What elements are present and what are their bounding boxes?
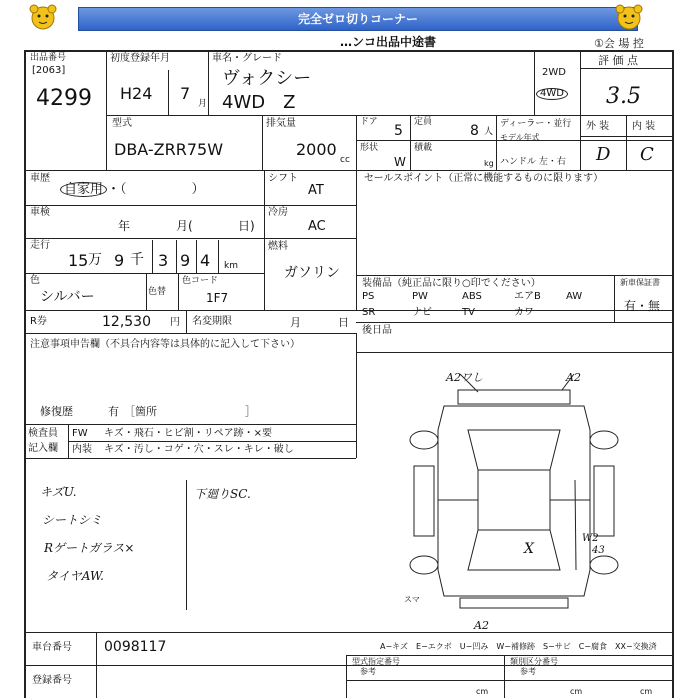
drive-2wd: 2WD	[542, 67, 566, 78]
equipment-item: ナビ	[412, 307, 432, 318]
lot-number: 4299	[36, 86, 92, 111]
chassis-value: 0098117	[104, 639, 167, 655]
capacity-label: 定員	[414, 117, 433, 127]
diagram-mark-w2: W2	[582, 533, 599, 544]
color-label: 色	[30, 275, 40, 286]
cert-label-1: 型式指定番号	[352, 657, 400, 666]
damage-legend: A−キズ E−エクボ U−凹み W−補修跡 S−サビ C−腐食 XX−交換済	[380, 642, 657, 651]
inspection-month: 月(	[176, 219, 193, 233]
body-shape-label: 形状	[360, 143, 379, 153]
cert-label-2: 類別区分番号	[510, 657, 558, 666]
mileage-man: 万	[88, 252, 102, 268]
load-unit: kg	[484, 159, 494, 168]
mileage-unit: km	[224, 261, 238, 271]
name-change-label: 名変期限	[192, 316, 232, 327]
registration-year: H24	[120, 84, 153, 103]
equipment-row-2	[362, 307, 612, 321]
inspector-fw: FW	[72, 428, 88, 439]
type-value: DBA-ZRR75W	[114, 140, 224, 159]
equipment-item: カワ	[514, 307, 534, 318]
mileage-d2: 9	[180, 251, 191, 270]
displacement-unit: cc	[340, 155, 350, 165]
registration-label: 初度登録年月	[110, 53, 170, 64]
name-change-month: 月	[290, 316, 301, 329]
rear-seat-label: 後日品	[362, 325, 392, 336]
mileage-sen: 千	[130, 252, 144, 268]
int-grade-label: 内 装	[632, 121, 656, 132]
mileage-d3: 4	[200, 251, 211, 270]
usage-label: 車歴	[30, 173, 50, 184]
recycle-label: R券	[30, 316, 47, 327]
dealer-label: ディーラー・並行	[500, 119, 572, 129]
handwritten-line: シートシミ	[42, 513, 103, 527]
repair-value: 有	[108, 405, 119, 418]
cert-unit-2: cm	[570, 687, 583, 696]
cert-unit-1: cm	[476, 687, 489, 696]
inspection-year: 年	[118, 219, 131, 233]
equipment-item: PW	[412, 291, 428, 302]
color-code-label: 色コード	[182, 276, 219, 286]
repair-rest: ［箇所 ］	[124, 405, 256, 418]
lot-label: 出品番号	[30, 53, 67, 63]
model-year-label: モデル年式	[500, 133, 540, 142]
repair-label: 修復歴	[40, 405, 73, 418]
handle-label: ハンドル 左・右	[500, 157, 566, 167]
sales-point-label: セールスポイント（正常に機能するものに限ります）	[364, 173, 604, 184]
mileage-v2: 9	[114, 251, 125, 270]
mileage-d1: 3	[158, 251, 169, 270]
new-car-label: 新車保証書	[620, 278, 660, 287]
handwritten-line: Rゲートガラス×	[44, 541, 135, 555]
int-grade-value: C	[640, 144, 654, 165]
mascot-right-icon	[614, 3, 644, 33]
registration-month: 7	[180, 84, 191, 103]
load-label: 積載	[414, 143, 433, 153]
body-shape-value: W	[394, 155, 406, 169]
equipment-item: TV	[462, 307, 475, 318]
header-partial-title: …ンコ出品中途書	[340, 35, 437, 49]
color-code: 1F7	[206, 291, 229, 305]
equipment-item: ABS	[462, 291, 482, 302]
mileage-label: 走行	[30, 240, 50, 251]
drive-4wd: 4WD	[536, 88, 568, 100]
shift-value: AT	[308, 183, 324, 198]
fuel-label: 燃料	[268, 241, 288, 252]
notes-label: 注意事項申告欄（不具合内容等は具体的に記入して下さい）	[30, 339, 300, 350]
ext-grade-value: D	[596, 144, 611, 165]
equipment-item: AW	[566, 291, 583, 302]
cert-label-4: 参考	[520, 667, 536, 676]
inspector-label-2: 記入欄	[28, 443, 58, 454]
name-change-day: 日	[338, 316, 349, 329]
lot-sub: [2063]	[32, 65, 66, 76]
diagram-mark-center: X	[524, 541, 534, 557]
plate-label: 登録番号	[32, 675, 72, 686]
color-value: シルバー	[40, 289, 95, 305]
mileage-v1: 15	[68, 251, 89, 270]
model-label: 車名・グレード	[212, 53, 282, 64]
handwritten-right: 下廻りSC.	[194, 487, 251, 501]
diagram-mark-rear: A2	[474, 619, 489, 632]
chassis-label: 車台番号	[32, 642, 72, 653]
model-grade: 4WD Z	[222, 92, 296, 113]
ac-label: 冷房	[268, 207, 288, 218]
handwritten-line: タイヤAW.	[46, 569, 104, 583]
banner-title: 完全ゼロ切りコーナー	[297, 12, 418, 26]
recycle-unit: 円	[170, 317, 180, 328]
equipment-item: PS	[362, 291, 375, 302]
recycle-value: 12,530	[102, 314, 151, 330]
diagram-mark-front-right: A2	[566, 371, 581, 384]
handwritten-line: キズU.	[40, 485, 77, 499]
inspector-int-items: キズ・汚し・コゲ・穴・スレ・キレ・破し	[104, 444, 294, 455]
equipment-item: エアB	[514, 291, 541, 302]
diagram-small-label: スマ	[404, 595, 420, 604]
registration-month-unit: 月	[198, 99, 208, 109]
rating-label: 評 価 点	[598, 54, 638, 67]
diagram-mark-front-left: A2ワし	[446, 371, 483, 384]
type-label: 型式	[112, 118, 132, 129]
equipment-row-1	[362, 291, 612, 305]
shift-label: シフト	[268, 173, 298, 184]
color-swap-label: 色替	[148, 287, 167, 297]
model-name: ヴォクシー	[222, 68, 312, 89]
inspector-ext-items: キズ・飛石・ヒビ割・リペア跡・×要	[104, 428, 272, 439]
inspection-day: 日)	[238, 219, 255, 233]
venue-copy: ①会 場 控	[594, 37, 644, 50]
displacement-label: 排気量	[266, 118, 296, 129]
mascot-left-icon	[28, 3, 58, 33]
cert-unit-3: cm	[640, 687, 653, 696]
fuel-value: ガソリン	[284, 265, 340, 281]
inspector-int-label: 内装	[72, 444, 92, 455]
top-banner	[0, 0, 700, 36]
usage-value: 自家用 ・（ ）	[60, 182, 205, 197]
displacement-value: 2000	[296, 140, 337, 159]
ac-value: AC	[308, 219, 326, 234]
new-car-value: 有・無	[624, 299, 661, 313]
inspector-label-1: 検査員	[28, 428, 58, 439]
equipment-item: SR	[362, 307, 376, 318]
cert-label-3: 参考	[360, 667, 376, 676]
capacity-value: 8	[470, 123, 479, 139]
diagram-mark-43: 43	[592, 545, 605, 556]
car-damage-diagram	[400, 370, 640, 630]
doors-value: 5	[394, 123, 403, 139]
capacity-unit: 人	[484, 127, 494, 137]
ext-grade-label: 外 装	[586, 121, 610, 132]
doors-label: ドア	[360, 117, 378, 127]
inspection-label: 車検	[30, 207, 50, 218]
equipment-label: 装備品（純正品に限り○印でください）	[362, 278, 541, 289]
rating-score: 3.5	[606, 84, 641, 109]
